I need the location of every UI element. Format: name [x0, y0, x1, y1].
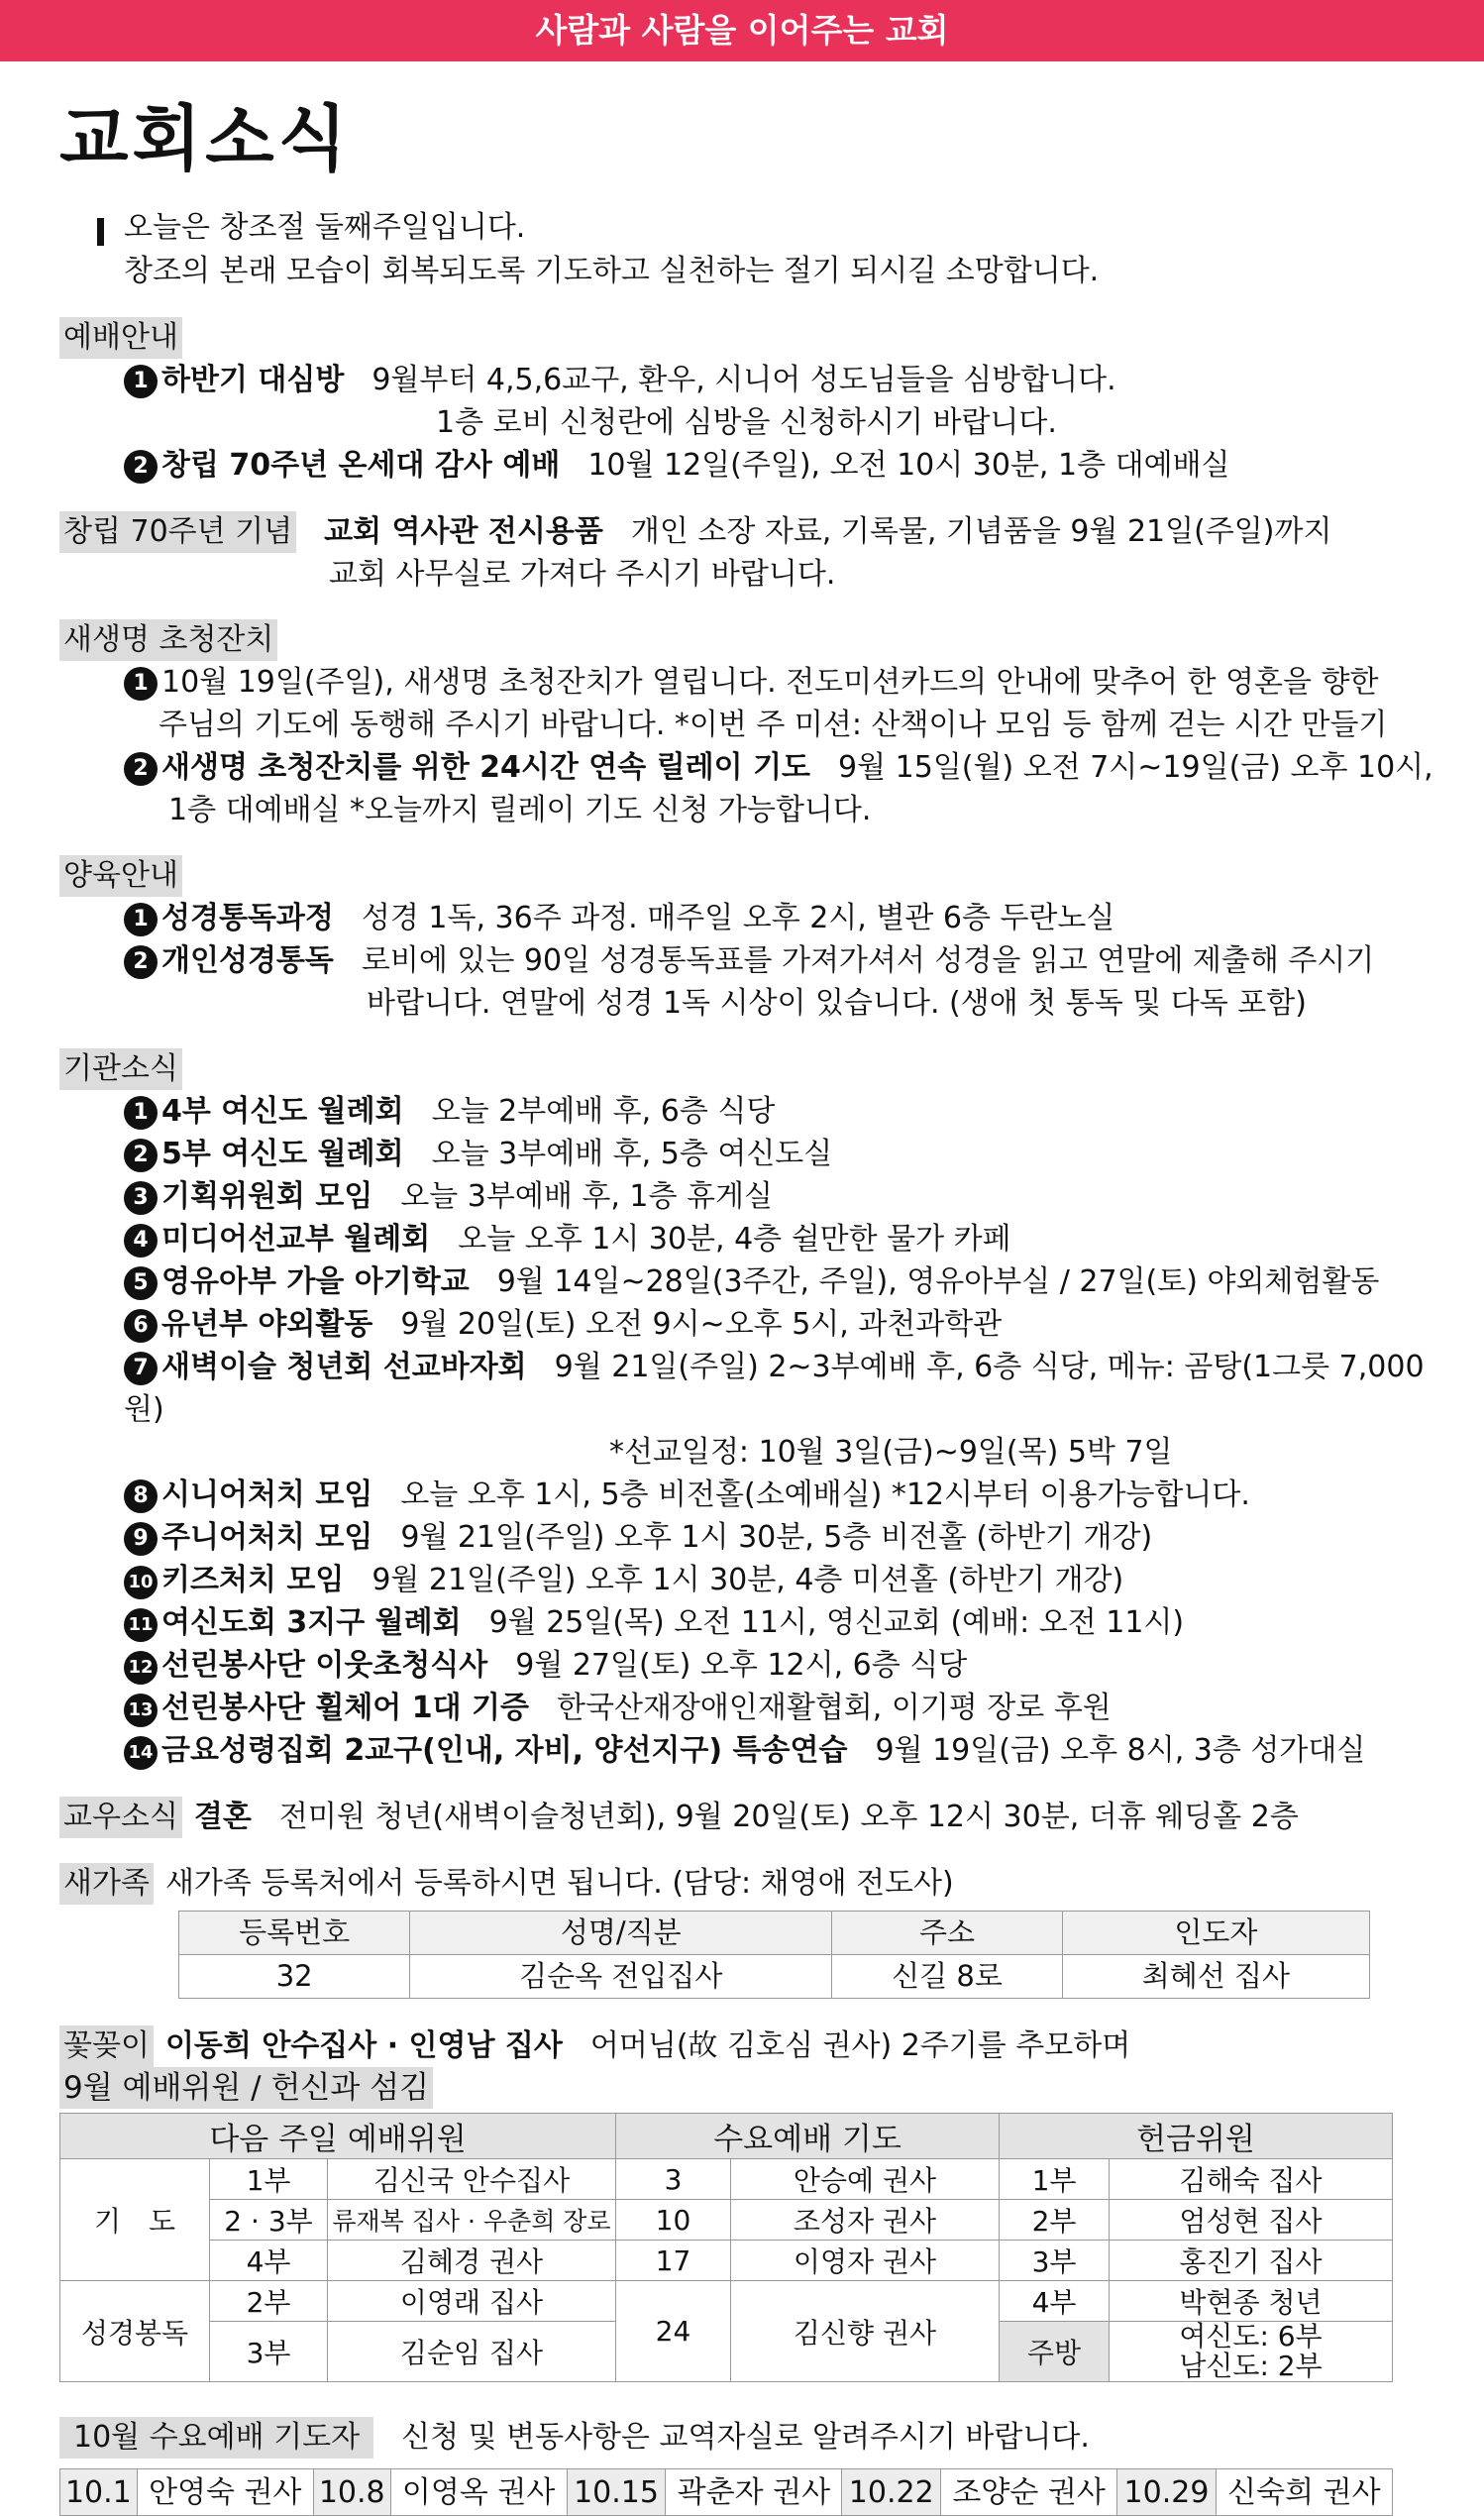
section-label: 교우소식	[59, 1797, 182, 1838]
intro-bar-icon	[97, 218, 104, 246]
item-text: 오늘 3부예배 후, 1층 휴게실	[400, 1179, 773, 1214]
item-continuation: 1층 대예배실 *오늘까지 릴레이 기도 신청 가능합니다.	[168, 793, 872, 827]
table-cell: 주방	[1000, 2322, 1110, 2382]
number-badge-icon: 9	[124, 1522, 158, 1556]
item-title: 영유아부 가을 아기학교	[161, 1264, 470, 1299]
org-list	[59, 1090, 1436, 1772]
number-badge-icon: 8	[124, 1479, 158, 1513]
table-cell: 조성자 권사	[731, 2200, 1000, 2241]
item-title: 이동희 안수집사 · 인영남 집사	[164, 2028, 563, 2063]
servants-table	[59, 2113, 1393, 2382]
table-cell: 10.8	[313, 2469, 390, 2516]
top-banner: 사람과 사람을 이어주는 교회	[0, 0, 1484, 61]
table-cell: 류재복 집사 · 우춘희 장로	[328, 2200, 616, 2241]
table-row	[60, 2159, 1393, 2200]
item-continuation: 1층 로비 신청란에 심방을 신청하시기 바랍니다.	[436, 405, 1057, 440]
table-cell: 김신향 권사	[731, 2281, 1000, 2382]
table-cell: 김순옥 전입집사	[410, 1955, 832, 1999]
table-header: 등록번호	[179, 1912, 410, 1955]
item-text: *선교일정: 10월 3일(금)~9일(목) 5박 7일	[609, 1435, 1173, 1470]
item-text: 10월 19일(주일), 새생명 초청잔치가 열립니다. 전도미션카드의 안내에 맞추어 한 영혼을 향한	[161, 665, 1379, 700]
table-header: 헌금위원	[1000, 2114, 1393, 2159]
item-title: 선린봉사단 휠체어 1대 기증	[161, 1691, 529, 1725]
list-item	[59, 939, 1436, 982]
item-title: 시니어처치 모임	[161, 1477, 373, 1512]
item-title: 성경통독과정	[161, 901, 334, 935]
newlife-section	[59, 619, 1436, 831]
table-cell: 10	[616, 2200, 731, 2241]
list-item	[59, 444, 1436, 487]
list-item	[59, 1516, 1436, 1559]
list-item	[59, 1303, 1436, 1346]
list-item	[59, 1260, 1436, 1303]
number-badge-icon: 1	[124, 1096, 158, 1130]
table-cell: 17	[616, 2241, 731, 2281]
number-badge-icon: 3	[124, 1181, 158, 1215]
table-cell: 3부	[1000, 2241, 1110, 2281]
table-cell: 이영자 권사	[731, 2241, 1000, 2281]
anniversary-section	[59, 510, 1436, 596]
list-item	[59, 1559, 1436, 1601]
item-title: 하반기 대심방	[161, 363, 345, 397]
table-cell: 김신국 안수집사	[328, 2159, 616, 2200]
item-title: 결혼	[193, 1800, 252, 1834]
table-cell: 10.29	[1117, 2469, 1217, 2516]
table-cell: 조양순 권사	[941, 2469, 1117, 2516]
list-item	[59, 359, 1436, 401]
list-item	[59, 746, 1436, 789]
worship-section	[59, 317, 1436, 487]
item-title: 개인성경통독	[161, 943, 334, 978]
number-badge-icon: 2	[124, 450, 158, 484]
table-cell: 10.15	[567, 2469, 666, 2516]
item-title: 창립 70주년 온세대 감사 예배	[161, 448, 561, 483]
section-label: 10월 수요예배 기도자	[59, 2417, 373, 2459]
table-cell: 4부	[210, 2241, 328, 2281]
item-text: 9월 21일(주일) 오후 1시 30분, 5층 비전홀 (하반기 개강)	[400, 1520, 1153, 1555]
list-item	[59, 1175, 1436, 1218]
number-badge-icon: 1	[124, 903, 158, 936]
item-title: 새벽이슬 청년회 선교바자회	[161, 1350, 527, 1384]
list-item	[59, 1474, 1436, 1516]
new-family-section	[59, 1862, 1436, 1999]
item-text: 9월 19일(금) 오후 8시, 3층 성가대실	[875, 1733, 1366, 1768]
list-item	[59, 661, 1436, 704]
table-row	[60, 2200, 1393, 2241]
number-badge-icon: 14	[124, 1736, 158, 1770]
table-cell: 엄성현 집사	[1110, 2200, 1393, 2241]
table-cell: 10.1	[60, 2469, 138, 2516]
item-title: 주니어처치 모임	[161, 1520, 373, 1555]
item-title: 새생명 초청잔치를 위한 24시간 연속 릴레이 기도	[161, 750, 811, 785]
table-cell: 박현종 청년	[1110, 2281, 1393, 2322]
number-badge-icon: 13	[124, 1694, 158, 1727]
item-text: 9월 21일(주일) 오후 1시 30분, 4층 미션홀 (하반기 개강)	[371, 1563, 1124, 1597]
table-cell: 4부	[1000, 2281, 1110, 2322]
table-cell: 신길 8로	[832, 1955, 1063, 1999]
item-text: 개인 소장 자료, 기록물, 기념품을 9월 21일(주일)까지	[630, 514, 1332, 549]
table-cell	[1110, 2322, 1393, 2382]
table-cell: 기 도	[60, 2159, 210, 2281]
new-family-table	[178, 1911, 1370, 1999]
item-title: 5부 여신도 월례회	[161, 1137, 404, 1171]
table-row	[60, 2241, 1393, 2281]
number-badge-icon: 2	[124, 1139, 158, 1172]
item-continuation: 주님의 기도에 동행해 주시기 바랍니다. *이번 주 미션: 산책이나 모임 등 함께 걷는 시간 만들기	[159, 708, 1388, 742]
number-badge-icon: 4	[124, 1224, 158, 1258]
section-label: 새생명 초청잔치	[59, 619, 277, 661]
list-item	[59, 1729, 1436, 1772]
flower-section	[59, 2024, 1436, 2067]
intro-line-2: 창조의 본래 모습이 회복되도록 기도하고 실천하는 절기 되시길 소망합니다.	[124, 254, 1100, 288]
item-title: 4부 여신도 월례회	[161, 1094, 404, 1129]
number-badge-icon: 5	[124, 1266, 158, 1300]
number-badge-icon: 11	[124, 1608, 158, 1642]
section-label: 창립 70주년 기념	[59, 511, 296, 553]
table-header: 다음 주일 예배위원	[60, 2114, 616, 2159]
item-text: 한국산재장애인재활협회, 이기평 장로 후원	[557, 1691, 1112, 1725]
number-badge-icon: 1	[124, 365, 158, 398]
section-label: 양육안내	[59, 855, 182, 897]
table-cell: 이영래 집사	[328, 2281, 616, 2322]
number-badge-icon: 1	[124, 667, 158, 701]
october-table	[59, 2468, 1393, 2516]
list-item	[59, 1687, 1436, 1729]
item-text: 오늘 3부예배 후, 5층 여신도실	[431, 1137, 833, 1171]
education-section	[59, 855, 1436, 1025]
item-text: 오늘 오후 1시, 5층 비전홀(소예배실) *12시부터 이용가능합니다.	[400, 1477, 1250, 1512]
list-item	[59, 1133, 1436, 1175]
section-label: 예배안내	[59, 317, 182, 359]
table-cell: 김혜경 권사	[328, 2241, 616, 2281]
number-badge-icon: 6	[124, 1309, 158, 1343]
item-text: 9월 14일~28일(3주간, 주일), 영유아부실 / 27일(토) 야외체험활동	[496, 1264, 1380, 1299]
number-badge-icon: 2	[124, 945, 158, 979]
october-section	[59, 2416, 1436, 2516]
item-title: 기획위원회 모임	[161, 1179, 373, 1214]
table-cell: 이영옥 권사	[390, 2469, 567, 2516]
table-cell: 2 · 3부	[210, 2200, 328, 2241]
section-label: 꽃꽂이	[59, 2025, 154, 2067]
list-item	[59, 1346, 1436, 1431]
org-section	[59, 1048, 1436, 1772]
list-item	[59, 1431, 1436, 1474]
item-text: 10월 12일(주일), 오전 10시 30분, 1층 대예배실	[587, 448, 1230, 483]
table-cell: 1부	[1000, 2159, 1110, 2200]
section-label: 기관소식	[59, 1048, 182, 1090]
list-item	[59, 1644, 1436, 1687]
kitchen-men: 남신도: 2부	[1179, 2350, 1323, 2382]
page-content	[59, 89, 1436, 2516]
table-cell: 최혜선 집사	[1062, 1955, 1369, 1999]
item-title: 교회 역사관 전시용품	[324, 514, 603, 549]
table-cell: 2부	[1000, 2200, 1110, 2241]
table-row	[179, 1955, 1370, 1999]
table-cell: 안승예 권사	[731, 2159, 1000, 2200]
item-text: 로비에 있는 90일 성경통독표를 가져가셔서 성경을 읽고 연말에 제출해 주시기	[361, 943, 1375, 978]
member-news-section	[59, 1796, 1436, 1838]
table-cell: 김해숙 집사	[1110, 2159, 1393, 2200]
item-text: 새가족 등록처에서 등록하시면 됩니다. (담당: 채영애 전도사)	[164, 1866, 954, 1901]
list-item	[59, 897, 1436, 939]
table-header: 수요예배 기도	[616, 2114, 1000, 2159]
table-header: 주소	[832, 1912, 1063, 1955]
item-text: 성경 1독, 36주 과정. 매주일 오후 2시, 별관 6층 두란노실	[361, 901, 1115, 935]
item-text: 9월 25일(목) 오전 11시, 영신교회 (예배: 오전 11시)	[488, 1605, 1185, 1640]
list-item	[59, 1218, 1436, 1260]
list-item	[59, 1601, 1436, 1644]
table-cell: 3	[616, 2159, 731, 2200]
item-continuation: 바랍니다. 연말에 성경 1독 시상이 있습니다. (생애 첫 통독 및 다독 포함)	[367, 986, 1307, 1021]
section-label: 9월 예배위원 / 헌신과 섬김	[59, 2067, 433, 2109]
section-label: 새가족	[59, 1863, 154, 1905]
table-cell: 1부	[210, 2159, 328, 2200]
item-text: 오늘 오후 1시 30분, 4층 쉴만한 물가 카페	[458, 1222, 1011, 1257]
page-title: 교회소식	[59, 96, 352, 180]
table-row	[60, 2281, 1393, 2322]
item-text: 9월 20일(토) 오전 9시~오후 5시, 과천과학관	[400, 1307, 1003, 1342]
table-cell: 안영숙 권사	[137, 2469, 313, 2516]
table-header: 인도자	[1062, 1912, 1369, 1955]
item-continuation: 교회 사무실로 가져다 주시기 바랍니다.	[329, 557, 836, 592]
kitchen-women: 여신도: 6부	[1179, 2320, 1323, 2352]
table-cell: 3부	[210, 2322, 328, 2382]
item-title: 여신도회 3지구 월례회	[161, 1605, 462, 1640]
table-cell: 10.22	[842, 2469, 941, 2516]
number-badge-icon: 2	[124, 752, 158, 786]
table-cell: 32	[179, 1955, 410, 1999]
item-text: 전미원 청년(새벽이슬청년회), 9월 20일(토) 오후 12시 30분, 더휴 웨딩홀 2층	[278, 1800, 1299, 1834]
table-cell: 홍진기 집사	[1110, 2241, 1393, 2281]
table-cell: 성경봉독	[60, 2281, 210, 2382]
item-title: 선린봉사단 이웃초청식사	[161, 1648, 488, 1683]
item-text: 9월 15일(월) 오전 7시~19일(금) 오후 10시,	[838, 750, 1433, 785]
item-text: 9월부터 4,5,6교구, 환우, 시니어 성도님들을 심방합니다.	[371, 363, 1116, 397]
intro-line-1: 오늘은 창조절 둘째주일입니다.	[124, 210, 526, 245]
number-badge-icon: 10	[124, 1566, 158, 1599]
intro	[59, 206, 1436, 293]
list-item	[59, 1090, 1436, 1133]
item-title: 유년부 야외활동	[161, 1307, 373, 1342]
item-text: 오늘 2부예배 후, 6층 식당	[431, 1094, 776, 1129]
number-badge-icon: 7	[124, 1352, 158, 1385]
item-title: 미디어선교부 월례회	[161, 1222, 431, 1257]
table-cell: 2부	[210, 2281, 328, 2322]
item-text: 어머님(故 김호심 권사) 2주기를 추모하며	[589, 2028, 1131, 2063]
table-cell: 김순임 집사	[328, 2322, 616, 2382]
number-badge-icon: 12	[124, 1651, 158, 1685]
table-row	[60, 2469, 1393, 2516]
item-text: 신청 및 변동사항은 교역자실로 알려주시기 바랍니다.	[401, 2420, 1090, 2455]
item-title: 키즈처치 모임	[161, 1563, 345, 1597]
item-text: 9월 21일(주일) 2~3부예배 후, 6층 식당, 메뉴: 곰탕(1그릇 7,000원)	[124, 1350, 1425, 1427]
table-header: 성명/직분	[410, 1912, 832, 1955]
table-cell: 신숙희 권사	[1216, 2469, 1392, 2516]
servants-section	[59, 2067, 1436, 2382]
table-cell: 곽춘자 권사	[666, 2469, 842, 2516]
table-cell: 24	[616, 2281, 731, 2382]
item-text: 9월 27일(토) 오후 12시, 6층 식당	[515, 1648, 968, 1683]
item-title: 금요성령집회 2교구(인내, 자비, 양선지구) 특송연습	[161, 1733, 848, 1768]
